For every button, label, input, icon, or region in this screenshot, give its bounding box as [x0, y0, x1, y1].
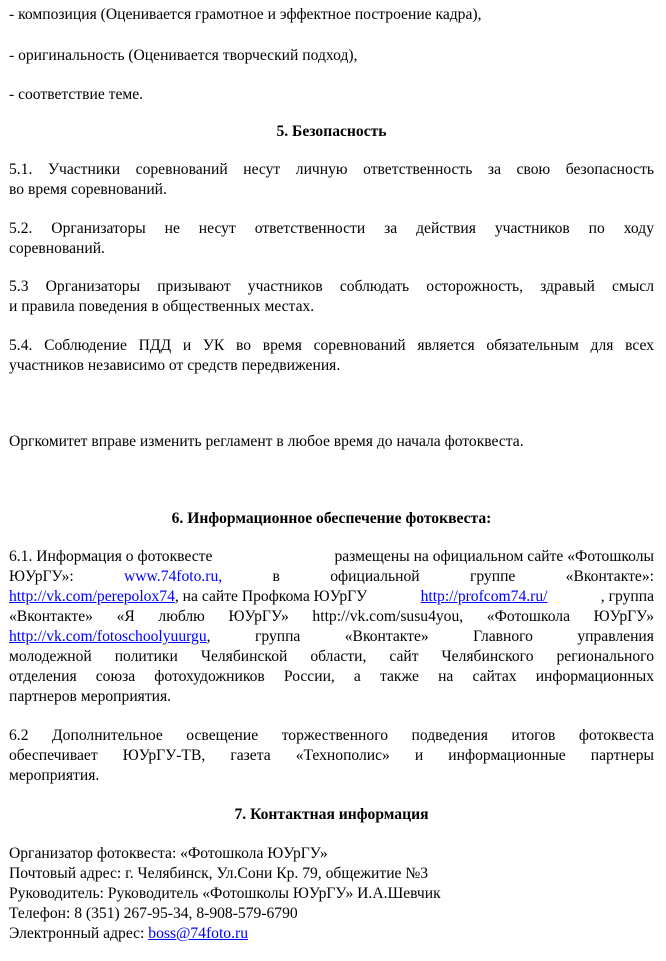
contact-email-link[interactable]: boss@74foto.ru: [148, 925, 248, 942]
paragraph-5-2-line-1: 5.2. Организаторы не несут ответственности за действия участников по ходу: [9, 220, 654, 237]
section-6-heading: 6. Информационное обеспечение фотоквеста:: [171, 510, 492, 527]
paragraph-5-2-line-2: соревнований.: [9, 240, 105, 257]
vk-link-fotoschoolyuurgu[interactable]: http://vk.com/fotoschoolyuurgu: [9, 628, 207, 645]
paragraph-6-1-text: ЮУрГУ»:: [9, 568, 74, 585]
contact-organizer: Организатор фотоквеста: «Фотошкола ЮУрГУ»: [9, 845, 328, 862]
criteria-item-originality: - оригинальность (Оценивается творческий подход),: [9, 47, 358, 64]
site-link-74foto[interactable]: www.74foto.ru,: [124, 568, 223, 585]
section-5-heading: 5. Безопасность: [276, 123, 387, 140]
paragraph-6-1-text: группе: [469, 568, 516, 585]
paragraph-6-1-line-8: партнеров мероприятия.: [9, 688, 172, 705]
paragraph-6-1-text: 6.1. Информация о фотоквесте: [9, 548, 213, 565]
paragraph-6-1-line-3: [9, 587, 654, 606]
paragraph-5-4-line-2: участников независимо от средств передвижения.: [9, 357, 341, 374]
contact-head: Руководитель: Руководитель «Фотошколы ЮУрГУ» И.А.Шевчик: [9, 885, 441, 902]
paragraph-5-1-line-2: во время соревнований.: [9, 181, 167, 198]
paragraph-6-1-text: «Вконтакте»:: [565, 568, 654, 585]
contact-email-row: [9, 924, 248, 943]
criteria-item-composition: - композиция (Оценивается грамотное и эффектное построение кадра),: [9, 6, 482, 23]
paragraph-5-3-line-2: и правила поведения в общественных местах.: [9, 298, 315, 315]
paragraph-5-4-line-1: 5.4. Соблюдение ПДД и УК во время соревнований является обязательным для всех: [9, 337, 654, 354]
paragraph-6-1-line-2: [9, 567, 654, 586]
paragraph-6-1-text: официальной: [330, 568, 420, 585]
contact-phone: Телефон: 8 (351) 267-95-34, 8-908-579-6790: [9, 905, 298, 922]
paragraph-6-1-text: группа: [254, 628, 301, 645]
vk-link-perepolox74[interactable]: http://vk.com/perepolox74: [9, 588, 175, 605]
paragraph-6-1-text: Главного: [473, 628, 533, 645]
paragraph-5-3-line-1: 5.3 Организаторы призывают участников соблюдать осторожность, здравый смысл: [9, 278, 654, 295]
contact-address: Почтовый адрес: г. Челябинск, Ул.Сони Кр. 79, общежитие №3: [9, 865, 429, 882]
paragraph-6-1-text: «Вконтакте»: [344, 628, 429, 645]
paragraph-6-1-line-1: [9, 547, 654, 566]
paragraph-6-1-text: , на сайте Профкома ЮУрГУ: [174, 588, 368, 605]
paragraph-6-1-line-6: молодежной политики Челябинской области, сайт Челябинского регионального: [9, 648, 654, 665]
paragraph-6-1-line-5: [9, 627, 654, 646]
paragraph-6-1-text: в: [272, 568, 280, 585]
paragraph-6-1-text: ,: [206, 628, 211, 645]
paragraph-6-1-text: размещены на официальном сайте «Фотошколы: [334, 548, 654, 565]
paragraph-6-2-line-1: 6.2 Дополнительное освещение торжественного подведения итогов фотоквеста: [9, 727, 654, 744]
paragraph-6-2-line-3: мероприятия.: [9, 767, 100, 784]
paragraph-5-1-line-1: 5.1. Участники соревнований несут личную ответственность за свою безопасность: [9, 161, 654, 178]
paragraph-6-1-text: управления: [577, 628, 654, 645]
paragraph-6-1-line-7: отделения союза фотохудожников России, а также на сайтах информационных: [9, 668, 654, 685]
paragraph-6-2-line-2: обеспечивает ЮУрГУ-ТВ, газета «Технополис» и информационные партнеры: [9, 747, 654, 764]
paragraph-6-1-text: , группа: [600, 588, 654, 605]
paragraph-6-1-line-4: «Вконтакте» «Я люблю ЮУрГУ» http://vk.com/susu4you, «Фотошкола ЮУрГУ»: [9, 608, 654, 625]
contact-email-label: Электронный адрес:: [9, 925, 149, 942]
profcom-link[interactable]: http://profcom74.ru/: [420, 588, 548, 605]
orgcommittee-note: Оргкомитет вправе изменить регламент в любое время до начала фотоквеста.: [9, 433, 524, 450]
criteria-item-theme: - соответствие теме.: [9, 86, 144, 103]
section-7-heading: 7. Контактная информация: [234, 806, 429, 823]
